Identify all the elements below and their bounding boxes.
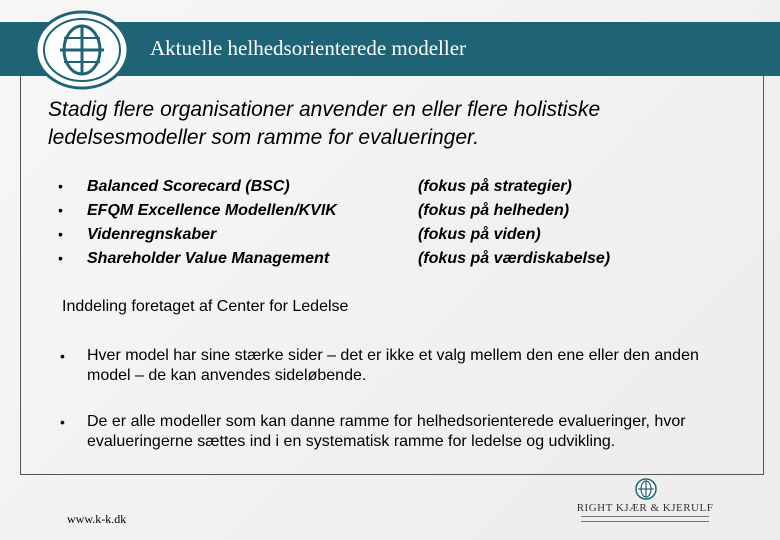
- bullet: •: [60, 348, 65, 364]
- model-name: Shareholder Value Management: [87, 250, 330, 267]
- model-focus: (fokus på helheden): [418, 202, 570, 219]
- model-focus: (fokus på strategier): [418, 178, 572, 195]
- model-name: Balanced Scorecard (BSC): [87, 178, 290, 195]
- intro-text: Stadig flere organisationer anvender en eller flere holistiske ledelsesmodeller som ramme for evalueringer.: [48, 98, 601, 149]
- list-item: [58, 250, 748, 274]
- slide-title: Aktuelle helhedsorienterede modeller: [150, 36, 467, 60]
- bullet: •: [58, 226, 63, 242]
- model-focus: (fokus på værdiskabelse): [418, 250, 611, 267]
- model-name: EFQM Excellence Modellen/KVIK: [87, 202, 337, 219]
- bullet: •: [58, 178, 63, 194]
- logo-text: RIGHT KJÆR & KJERULF: [576, 502, 714, 514]
- bullet: •: [60, 414, 65, 430]
- model-focus: (fokus på viden): [418, 226, 541, 243]
- model-list: [58, 178, 748, 274]
- list-item: [58, 178, 748, 202]
- company-logo: [575, 478, 715, 528]
- list-item: [58, 202, 748, 226]
- source-note: Inddeling foretaget af Center for Ledelse: [62, 298, 349, 315]
- model-name: Videnregnskaber: [87, 226, 217, 243]
- logo-globe-icon: [635, 478, 657, 500]
- bullet: •: [58, 202, 63, 218]
- footer-url: www.k-k.dk: [67, 512, 127, 526]
- point-text: Hver model har sine stærke sider – det er ikke et valg mellem den ene eller den anden model – de kan anvendes sideløbende.: [87, 347, 699, 384]
- logo-rule: [581, 516, 709, 522]
- list-item: [58, 226, 748, 250]
- point-text: De er alle modeller som kan danne ramme for helhedsorienterede evalueringer, hvor evalueringerne sættes ind i en systematisk ramme for ledelse og udvikling.: [87, 413, 686, 450]
- bullet: •: [58, 250, 63, 266]
